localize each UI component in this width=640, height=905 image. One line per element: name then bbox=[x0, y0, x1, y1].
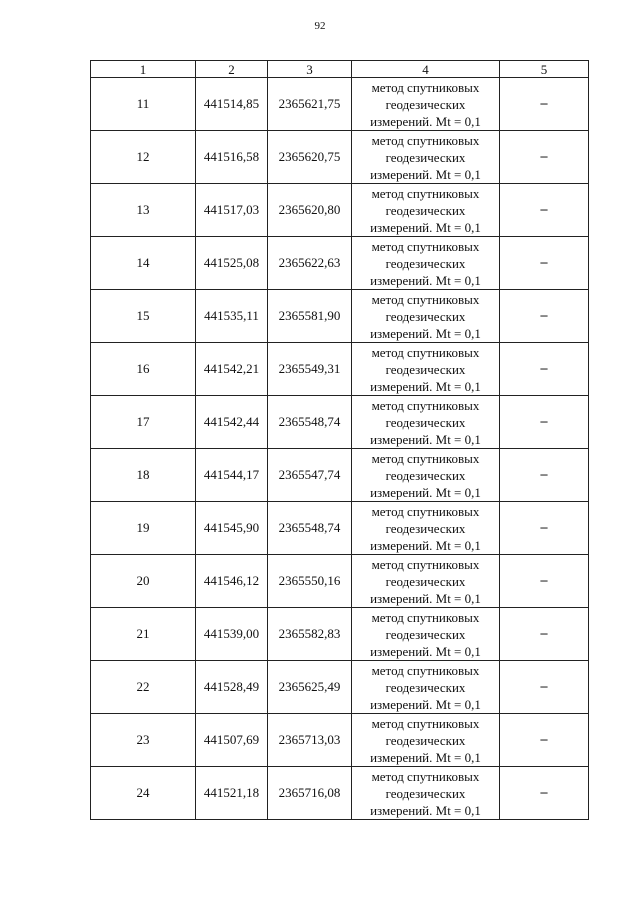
point-number: 17 bbox=[91, 396, 196, 449]
coordinate-y: 2365547,74 bbox=[268, 449, 352, 502]
table-row bbox=[91, 78, 589, 131]
note-cell: – bbox=[500, 714, 589, 767]
method-line-3: измерений. Mt = 0,1 bbox=[370, 272, 481, 288]
method-line-2: геодезических bbox=[385, 679, 466, 695]
method-line-1: метод спутниковых bbox=[371, 185, 480, 201]
method-line-2: геодезических bbox=[385, 467, 466, 483]
table-row bbox=[91, 555, 589, 608]
column-header-3: 3 bbox=[268, 61, 352, 78]
coordinate-y: 2365582,83 bbox=[268, 608, 352, 661]
method-line-1: метод спутниковых bbox=[371, 715, 480, 731]
column-header-4: 4 bbox=[352, 61, 500, 78]
point-number: 15 bbox=[91, 290, 196, 343]
method-line-2: геодезических bbox=[385, 255, 466, 271]
point-number: 12 bbox=[91, 131, 196, 184]
coordinate-x: 441521,18 bbox=[196, 767, 268, 820]
coordinate-y: 2365713,03 bbox=[268, 714, 352, 767]
column-header-1: 1 bbox=[91, 61, 196, 78]
note-cell: – bbox=[500, 608, 589, 661]
header-row bbox=[91, 61, 589, 78]
note-cell: – bbox=[500, 767, 589, 820]
method-line-1: метод спутниковых bbox=[371, 397, 480, 413]
table-row bbox=[91, 502, 589, 555]
method-line-1: метод спутниковых bbox=[371, 450, 480, 466]
coordinate-y: 2365548,74 bbox=[268, 396, 352, 449]
coordinate-x: 441507,69 bbox=[196, 714, 268, 767]
point-number: 18 bbox=[91, 449, 196, 502]
method-line-2: геодезических bbox=[385, 520, 466, 536]
table-row bbox=[91, 661, 589, 714]
method-line-3: измерений. Mt = 0,1 bbox=[370, 643, 481, 659]
method-line-3: измерений. Mt = 0,1 bbox=[370, 749, 481, 765]
point-number: 11 bbox=[91, 78, 196, 131]
method-line-3: измерений. Mt = 0,1 bbox=[370, 484, 481, 500]
coordinate-x: 441545,90 bbox=[196, 502, 268, 555]
note-cell: – bbox=[500, 396, 589, 449]
table-row bbox=[91, 396, 589, 449]
coordinate-y: 2365622,63 bbox=[268, 237, 352, 290]
method-description bbox=[352, 396, 500, 449]
page-number: 92 bbox=[314, 20, 326, 32]
method-line-1: метод спутниковых bbox=[371, 238, 480, 254]
coordinate-y: 2365549,31 bbox=[268, 343, 352, 396]
table-row bbox=[91, 608, 589, 661]
note-cell: – bbox=[500, 78, 589, 131]
column-header-2: 2 bbox=[196, 61, 268, 78]
column-header-5: 5 bbox=[500, 61, 589, 78]
table-row bbox=[91, 184, 589, 237]
point-number: 19 bbox=[91, 502, 196, 555]
method-line-3: измерений. Mt = 0,1 bbox=[370, 113, 481, 129]
method-description bbox=[352, 661, 500, 714]
method-description bbox=[352, 555, 500, 608]
method-description bbox=[352, 343, 500, 396]
coordinate-x: 441525,08 bbox=[196, 237, 268, 290]
coordinate-x: 441517,03 bbox=[196, 184, 268, 237]
note-cell: – bbox=[500, 449, 589, 502]
coordinate-x: 441542,44 bbox=[196, 396, 268, 449]
method-description bbox=[352, 449, 500, 502]
method-line-1: метод спутниковых bbox=[371, 609, 480, 625]
point-number: 23 bbox=[91, 714, 196, 767]
method-line-1: метод спутниковых bbox=[371, 79, 480, 95]
coordinate-x: 441546,12 bbox=[196, 555, 268, 608]
point-number: 20 bbox=[91, 555, 196, 608]
coordinates-table bbox=[90, 60, 589, 820]
table-row bbox=[91, 131, 589, 184]
point-number: 14 bbox=[91, 237, 196, 290]
note-cell: – bbox=[500, 661, 589, 714]
coordinate-y: 2365621,75 bbox=[268, 78, 352, 131]
method-line-2: геодезических bbox=[385, 361, 466, 377]
coordinate-y: 2365620,75 bbox=[268, 131, 352, 184]
note-cell: – bbox=[500, 131, 589, 184]
coordinate-y: 2365548,74 bbox=[268, 502, 352, 555]
method-line-2: геодезических bbox=[385, 308, 466, 324]
method-line-1: метод спутниковых bbox=[371, 503, 480, 519]
method-line-3: измерений. Mt = 0,1 bbox=[370, 696, 481, 712]
note-cell: – bbox=[500, 502, 589, 555]
note-cell: – bbox=[500, 555, 589, 608]
point-number: 21 bbox=[91, 608, 196, 661]
coordinate-x: 441544,17 bbox=[196, 449, 268, 502]
coordinate-y: 2365620,80 bbox=[268, 184, 352, 237]
table-row bbox=[91, 767, 589, 820]
table-row bbox=[91, 290, 589, 343]
coordinate-y: 2365581,90 bbox=[268, 290, 352, 343]
method-line-2: геодезических bbox=[385, 149, 466, 165]
method-line-2: геодезических bbox=[385, 202, 466, 218]
coordinate-x: 441535,11 bbox=[196, 290, 268, 343]
note-cell: – bbox=[500, 343, 589, 396]
method-description bbox=[352, 78, 500, 131]
method-line-1: метод спутниковых bbox=[371, 768, 480, 784]
method-line-1: метод спутниковых bbox=[371, 344, 480, 360]
method-line-3: измерений. Mt = 0,1 bbox=[370, 537, 481, 553]
method-description bbox=[352, 237, 500, 290]
coordinate-y: 2365716,08 bbox=[268, 767, 352, 820]
method-line-1: метод спутниковых bbox=[371, 291, 480, 307]
method-line-3: измерений. Mt = 0,1 bbox=[370, 590, 481, 606]
method-line-2: геодезических bbox=[385, 573, 466, 589]
note-cell: – bbox=[500, 237, 589, 290]
method-description bbox=[352, 131, 500, 184]
method-line-1: метод спутниковых bbox=[371, 662, 480, 678]
table-row bbox=[91, 237, 589, 290]
method-description bbox=[352, 184, 500, 237]
method-line-3: измерений. Mt = 0,1 bbox=[370, 325, 481, 341]
table-body bbox=[91, 78, 589, 820]
method-description bbox=[352, 608, 500, 661]
method-line-2: геодезических bbox=[385, 96, 466, 112]
method-line-3: измерений. Mt = 0,1 bbox=[370, 166, 481, 182]
method-description bbox=[352, 290, 500, 343]
coordinate-x: 441539,00 bbox=[196, 608, 268, 661]
table-row bbox=[91, 714, 589, 767]
method-line-2: геодезических bbox=[385, 626, 466, 642]
method-line-3: измерений. Mt = 0,1 bbox=[370, 378, 481, 394]
coordinate-y: 2365625,49 bbox=[268, 661, 352, 714]
method-line-2: геодезических bbox=[385, 732, 466, 748]
method-line-2: геодезических bbox=[385, 785, 466, 801]
table-row bbox=[91, 343, 589, 396]
point-number: 13 bbox=[91, 184, 196, 237]
method-description bbox=[352, 502, 500, 555]
coordinate-x: 441516,58 bbox=[196, 131, 268, 184]
method-line-3: измерений. Mt = 0,1 bbox=[370, 802, 481, 818]
method-description bbox=[352, 714, 500, 767]
coordinate-x: 441528,49 bbox=[196, 661, 268, 714]
table-row bbox=[91, 449, 589, 502]
method-description bbox=[352, 767, 500, 820]
point-number: 22 bbox=[91, 661, 196, 714]
coordinate-y: 2365550,16 bbox=[268, 555, 352, 608]
point-number: 16 bbox=[91, 343, 196, 396]
method-line-1: метод спутниковых bbox=[371, 132, 480, 148]
coordinate-x: 441542,21 bbox=[196, 343, 268, 396]
note-cell: – bbox=[500, 290, 589, 343]
method-line-2: геодезических bbox=[385, 414, 466, 430]
method-line-3: измерений. Mt = 0,1 bbox=[370, 431, 481, 447]
point-number: 24 bbox=[91, 767, 196, 820]
method-line-1: метод спутниковых bbox=[371, 556, 480, 572]
table-header bbox=[91, 61, 589, 78]
coordinate-x: 441514,85 bbox=[196, 78, 268, 131]
note-cell: – bbox=[500, 184, 589, 237]
method-line-3: измерений. Mt = 0,1 bbox=[370, 219, 481, 235]
